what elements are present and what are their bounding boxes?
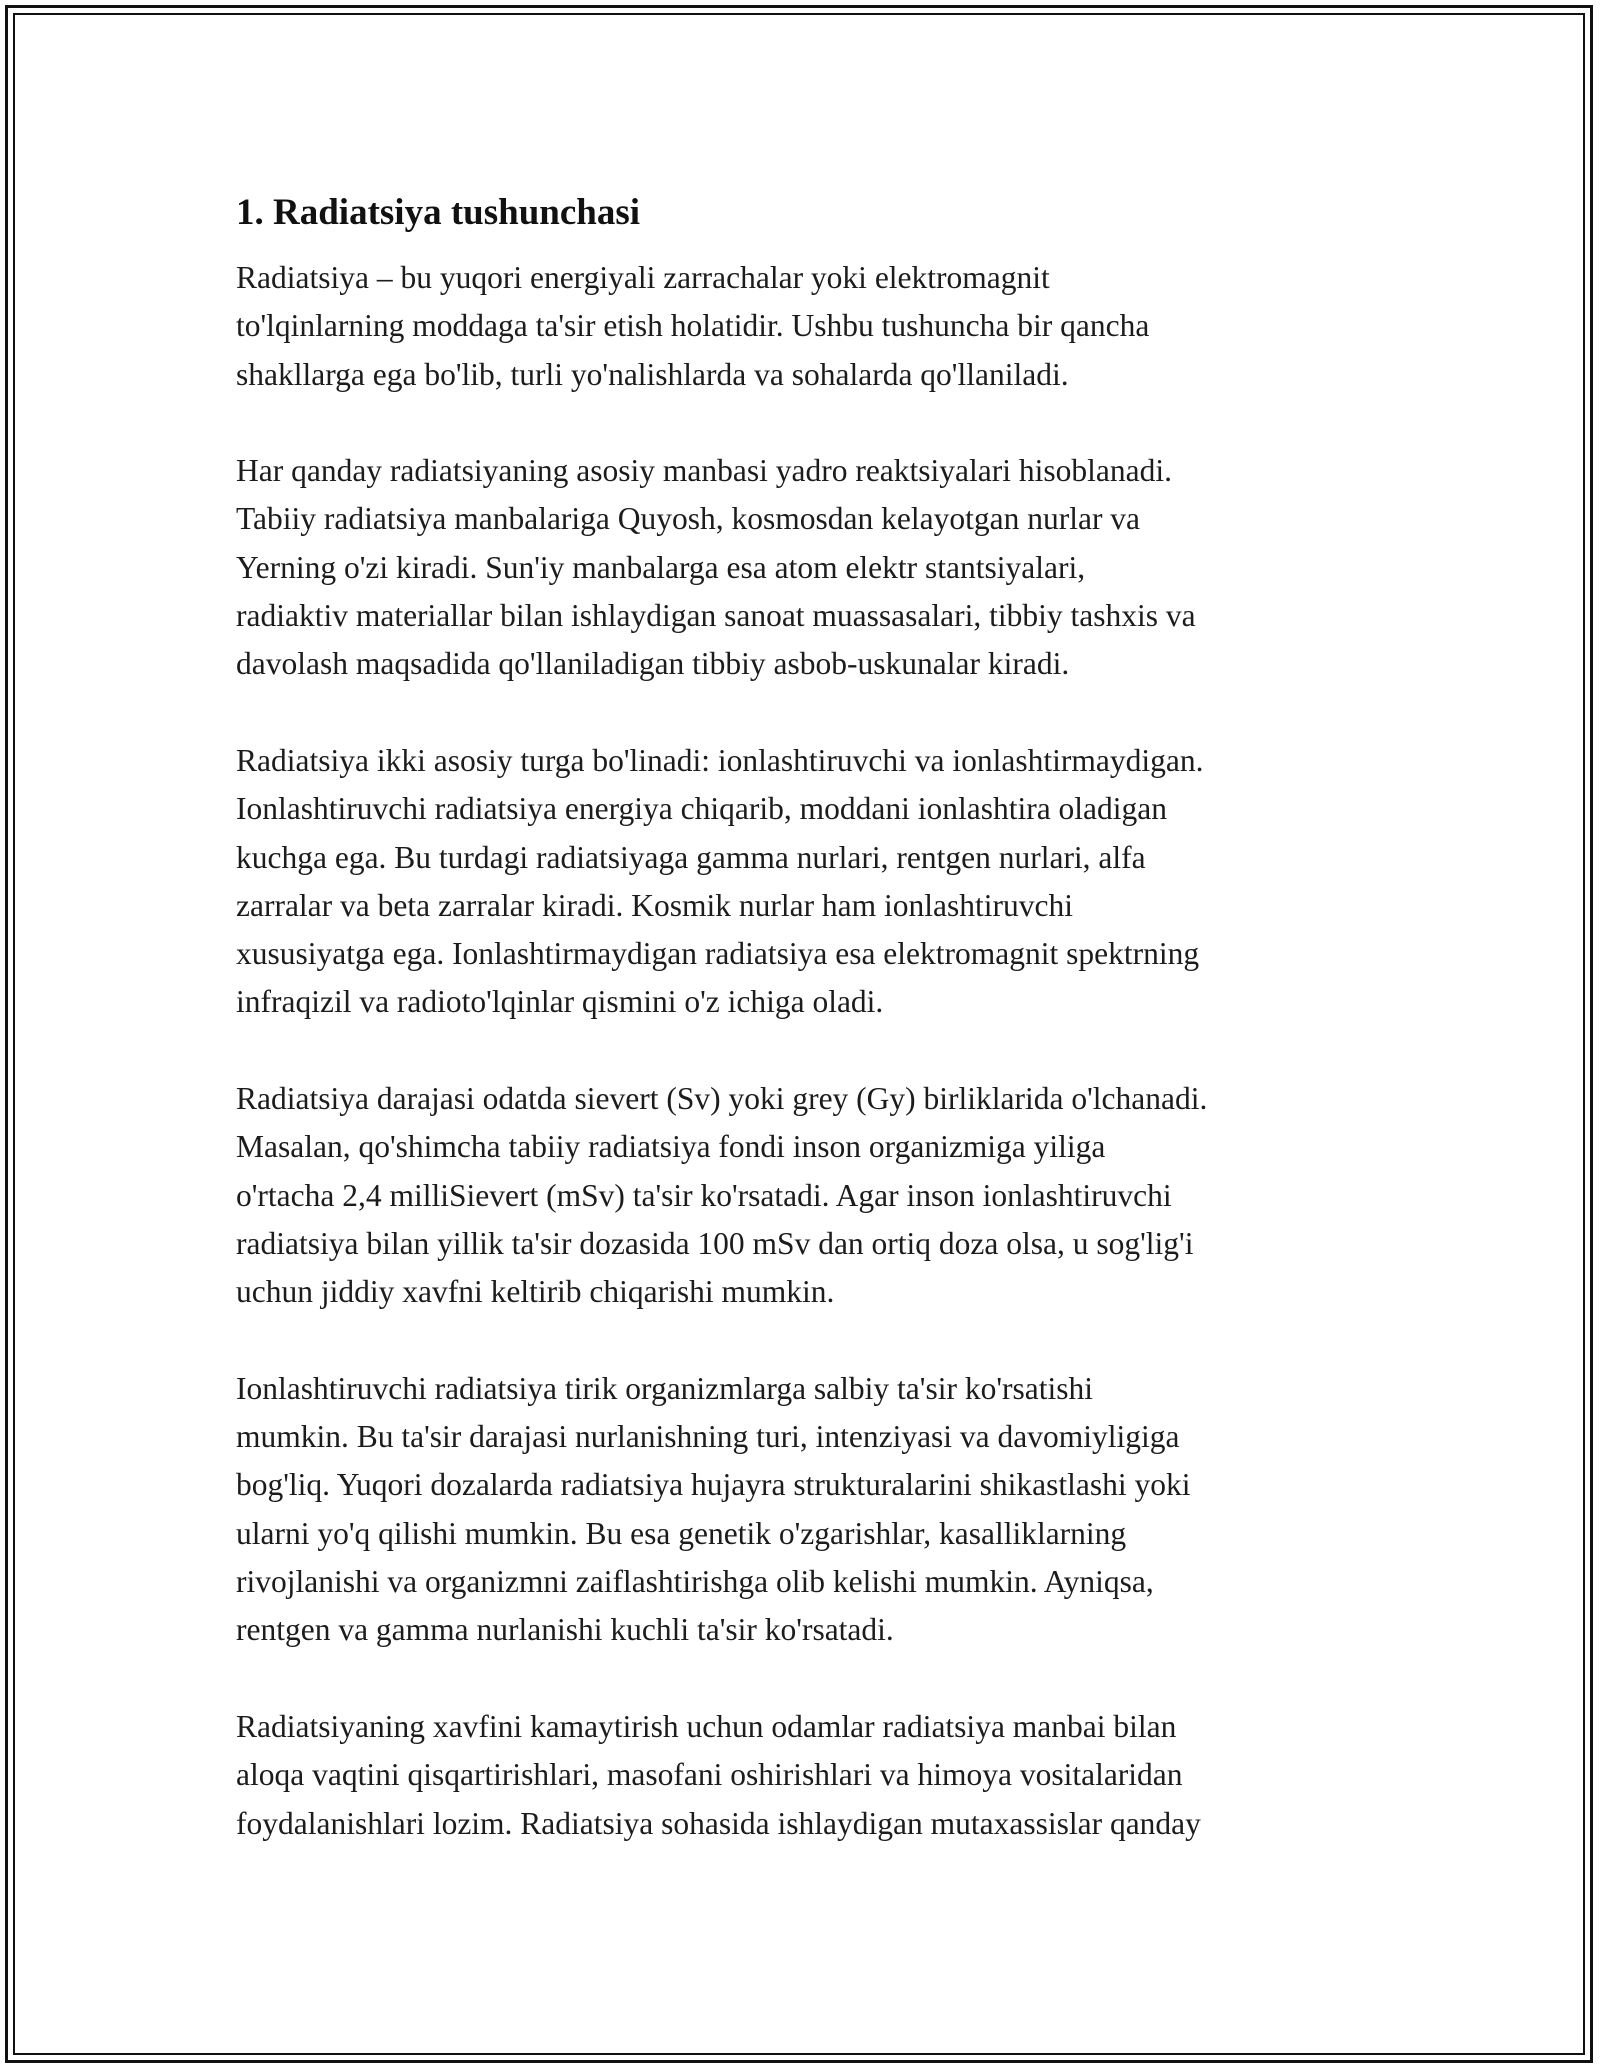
- document-body: [236, 186, 1406, 1896]
- paragraph-protection: Radiatsiyaning xavfini kamaytirish uchun odamlar radiatsiya manbai bilan aloqa vaqtini qisqartirishlari, masofani oshirishlari va himoya vositalaridan foydalanishlari lozim. Radiatsiya sohasida ishlaydigan mutaxassislar qanday: [236, 1708, 1201, 1841]
- section-heading: 1. Radiatsiya tushunchasi: [236, 192, 641, 233]
- paragraph-definition: Radiatsiya – bu yuqori energiyali zarrachalar yoki elektromagnit to'lqinlarning moddaga ta'sir etish holatidir. Ushbu tushuncha bir qancha shakllarga ega bo'lib, turli yo'nalishlarda va sohalarda qo'llaniladi.: [236, 260, 1150, 392]
- paragraph-types: Radiatsiya ikki asosiy turga bo'linadi: ionlashtiruvchi va ionlashtirmaydigan. Ionlashtiruvchi radiatsiya energiya chiqarib, moddani ionlashtira oladigan kuchga ega. Bu turdagi radiatsiyaga gamma nurlari, rentgen nurlari, alfa zarralar va beta zarralar kiradi. Kosmik nurlar ham ionlashtiruvchi xususiyatga ega. Ionlashtirmaydigan radiatsiya esa elektromagnit spektrning infraqizil va radioto'lqinlar qismini o'z ichiga oladi.: [236, 742, 1204, 1020]
- paragraph-sources: Har qanday radiatsiyaning asosiy manbasi yadro reaktsiyalari hisoblanadi. Tabiiy radiatsiya manbalariga Quyosh, kosmosdan kelayotgan nurlar va Yerning o'zi kiradi. Sun'iy manbalarga esa atom elektr stantsiyalari, radiaktiv materiallar bilan ishlaydigan sanoat muassasalari, tibbiy tashxis va davolash maqsadida qo'llaniladigan tibbiy asbob-uskunalar kiradi.: [236, 453, 1196, 682]
- paragraph-effects: Ionlashtiruvchi radiatsiya tirik organizmlarga salbiy ta'sir ko'rsatishi mumkin. Bu ta'sir darajasi nurlanishning turi, intenziyasi va davomiyligiga bog'liq. Yuqori dozalarda radiatsiya hujayra strukturalarini shikastlashi yoki ularni yo'q qilishi mumkin. Bu esa genetik o'zgarishlar, kasalliklarning rivojlanishi va organizmni zaiflashtirishga olib kelishi mumkin. Ayniqsa, rentgen va gamma nurlanishi kuchli ta'sir ko'rsatadi.: [236, 1370, 1191, 1648]
- paragraph-units: Radiatsiya darajasi odatda sievert (Sv) yoki grey (Gy) birliklarida o'lchanadi. Masalan, qo'shimcha tabiiy radiatsiya fondi inson organizmiga yiliga o'rtacha 2,4 milliSievert (mSv) ta'sir ko'rsatadi. Agar inson ionlashtiruvchi radiatsiya bilan yillik ta'sir dozasida 100 mSv dan ortiq doza olsa, u sog'lig'i uchun jiddiy xavfni keltirib chiqarishi mumkin.: [236, 1081, 1208, 1310]
